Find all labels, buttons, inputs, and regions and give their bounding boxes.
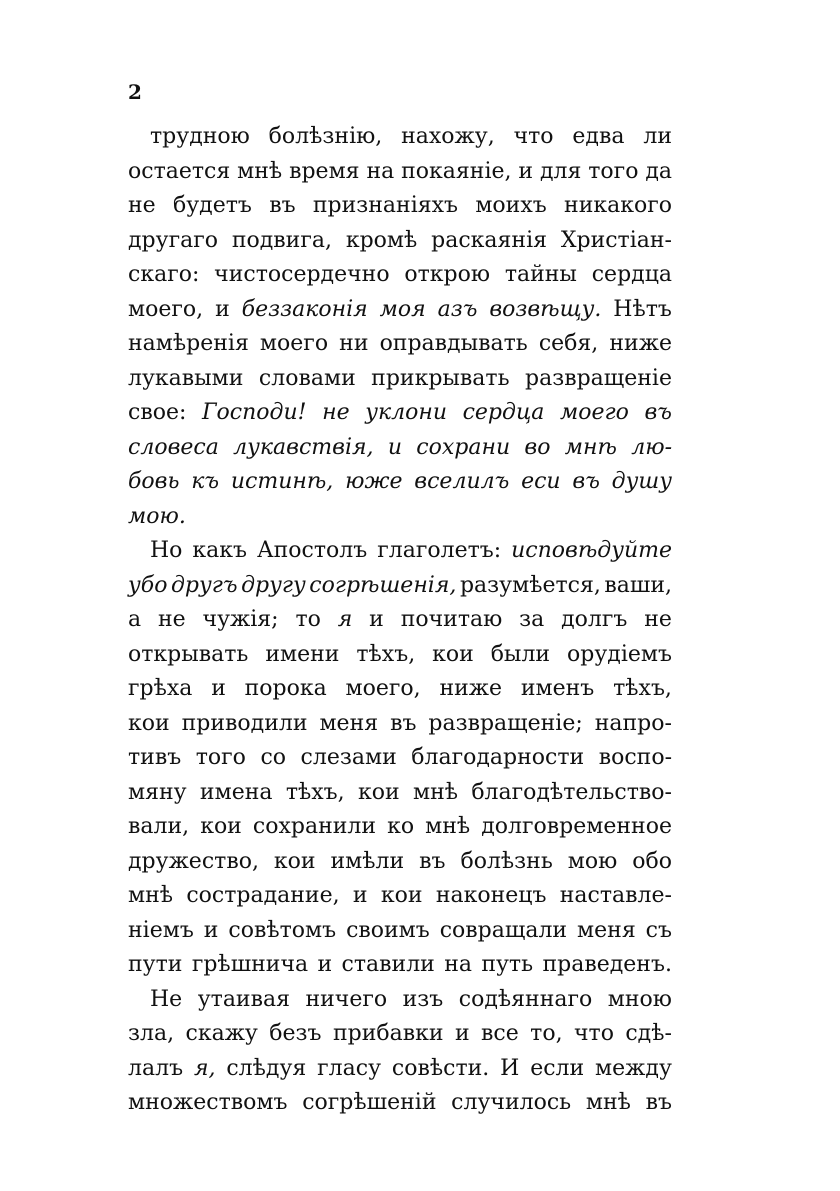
word: меня — [577, 917, 636, 943]
word: да — [645, 158, 672, 184]
word: кои — [432, 641, 474, 667]
text-line — [128, 124, 672, 159]
word: И — [500, 1055, 520, 1081]
text-line — [128, 1021, 672, 1056]
word: сердца — [591, 262, 672, 287]
word: своимъ — [346, 917, 430, 943]
text-line — [128, 987, 672, 1022]
word: тѣхъ, — [356, 641, 416, 667]
word: мнѣ — [564, 434, 617, 460]
word: сердца — [462, 400, 545, 425]
word: я, — [193, 1055, 216, 1081]
word: кои — [128, 710, 170, 736]
word: дружество, — [128, 848, 259, 874]
word: долгъ — [561, 607, 628, 632]
text-line — [128, 952, 672, 987]
word: ставили — [341, 952, 435, 977]
text-line — [128, 711, 672, 746]
word: а — [128, 607, 142, 632]
text-line — [128, 159, 672, 194]
word: безъ — [269, 1021, 322, 1046]
word: Господи! — [201, 400, 307, 425]
word: болѣзнь — [460, 848, 553, 874]
word: подвига, — [231, 227, 332, 253]
word: благодѣтельство- — [471, 779, 672, 805]
word: множествомъ — [128, 1090, 288, 1115]
page-number: 2 — [128, 80, 142, 104]
text-line — [128, 573, 672, 608]
word: путь — [481, 952, 534, 977]
word: не — [128, 193, 156, 218]
word: ниже — [609, 331, 672, 356]
word: другу — [241, 572, 306, 598]
word: имени — [265, 641, 340, 667]
word: тѣхъ, — [285, 779, 345, 805]
word: за — [519, 607, 545, 632]
text-line — [128, 469, 672, 504]
word: разумѣется, — [459, 572, 601, 598]
word: въ — [269, 193, 296, 218]
word: словами — [258, 365, 356, 391]
word: Не — [150, 986, 183, 1012]
word: совращали — [439, 917, 568, 943]
word: признаніяхъ — [312, 193, 459, 218]
word: кои — [357, 779, 400, 805]
word: едва — [572, 124, 625, 149]
text-line — [128, 297, 672, 332]
word: между — [595, 1055, 672, 1081]
text-line — [128, 780, 672, 815]
word: Апостолъ — [256, 538, 368, 563]
word: мною — [607, 986, 672, 1012]
text-line — [128, 849, 672, 884]
word: наставле- — [559, 883, 672, 908]
word: вселилъ — [414, 469, 510, 494]
word: утаивая — [197, 986, 290, 1012]
word: намѣренія — [128, 331, 249, 356]
word: совѣтомъ — [228, 917, 337, 943]
word: во — [524, 434, 551, 460]
word: приводили — [181, 710, 308, 736]
word: въ — [645, 1090, 672, 1115]
word: и — [518, 158, 534, 184]
word: болѣзнію, — [268, 124, 383, 149]
text-line — [128, 331, 672, 366]
word: меня — [319, 710, 379, 736]
word: если — [530, 1055, 585, 1081]
text-line — [128, 193, 672, 228]
word: не — [157, 607, 186, 632]
word: совѣсти. — [391, 1055, 490, 1081]
word: лю- — [631, 434, 672, 460]
word: Но — [150, 538, 183, 563]
word: лукавствія, — [233, 434, 374, 460]
word: наконецъ — [435, 883, 547, 908]
paragraph — [128, 124, 672, 538]
word: почитаю — [400, 607, 503, 632]
word: имѣли — [330, 848, 405, 874]
word: мнѣ — [237, 158, 283, 184]
word: сохранили — [252, 814, 377, 839]
text-line — [128, 262, 672, 297]
word: моего, — [128, 296, 204, 322]
word: оправдывать — [379, 331, 528, 356]
word: тивъ — [128, 745, 182, 770]
word: уклони — [365, 400, 447, 425]
word: ваши, — [604, 572, 672, 598]
word: скажу — [185, 1021, 258, 1046]
word: кои — [380, 883, 423, 908]
word: себя, — [538, 331, 599, 356]
word: прибавки — [332, 1021, 444, 1046]
text-line — [128, 883, 672, 918]
text-line — [128, 435, 672, 470]
word: время — [289, 158, 360, 184]
word: имена — [199, 779, 273, 805]
word: раскаянія — [431, 227, 547, 253]
word: тѣхъ, — [613, 676, 672, 701]
word: возвѣщу. — [489, 296, 602, 322]
word: свое: — [128, 400, 187, 425]
word: кои — [200, 814, 242, 839]
text-line — [128, 745, 672, 780]
word: Нѣтъ — [613, 296, 672, 322]
word: мяну — [128, 779, 187, 805]
word: бовь — [128, 469, 180, 494]
word: слезами — [300, 745, 397, 770]
word: моихъ — [475, 193, 547, 218]
word: покаяніе, — [401, 158, 512, 184]
word: содѣяннаго — [458, 986, 593, 1012]
word: и — [352, 883, 368, 908]
word: не — [322, 400, 350, 425]
word: обо — [632, 848, 672, 874]
word: развращеніе; — [428, 710, 583, 736]
word: прикрывать — [371, 365, 510, 391]
word: лукавыми — [128, 365, 244, 391]
word: и — [387, 434, 402, 460]
word: со — [260, 745, 287, 770]
word: какъ — [192, 538, 248, 563]
word: и — [369, 607, 384, 632]
word: кромѣ — [345, 227, 418, 253]
word: все — [481, 1021, 519, 1046]
word: то — [295, 607, 321, 632]
word: моя — [379, 296, 426, 322]
word: ли — [643, 124, 672, 149]
word: беззаконія — [241, 296, 368, 322]
word: мнѣ — [412, 779, 458, 805]
body-text — [128, 124, 672, 1125]
word: были — [490, 641, 551, 667]
word: моего, — [345, 676, 421, 701]
word: долговременное — [481, 814, 672, 839]
word: благодарности — [411, 745, 585, 770]
word: мнѣ — [425, 814, 471, 839]
word: и — [211, 676, 226, 701]
word: моего — [560, 400, 629, 425]
word: того — [588, 158, 639, 184]
text-line — [128, 1056, 672, 1091]
text-line — [128, 504, 672, 539]
word: и — [203, 917, 219, 943]
word: въ — [419, 848, 446, 874]
text-line — [128, 366, 672, 401]
text-line — [128, 228, 672, 263]
word: изъ — [402, 986, 444, 1012]
text-line — [128, 814, 672, 849]
word: трудною — [150, 124, 250, 149]
word: на — [366, 158, 395, 184]
text-line — [128, 676, 672, 711]
paragraph — [128, 538, 672, 987]
word: и — [317, 952, 333, 977]
word: лалъ — [128, 1055, 184, 1081]
word: мою. — [128, 503, 186, 529]
word: къ — [191, 469, 220, 494]
word: мою — [567, 848, 618, 874]
word: никакого — [564, 193, 672, 218]
word: не — [644, 607, 672, 632]
word: на — [444, 952, 472, 977]
text-line — [128, 642, 672, 677]
word: словеса — [128, 434, 219, 460]
word: мнѣ — [128, 883, 174, 908]
word: ничего — [305, 986, 388, 1012]
word: съ — [645, 917, 672, 943]
word: грѣшнича — [191, 952, 309, 977]
word: сострадание, — [186, 883, 340, 908]
word: кои — [273, 848, 316, 874]
word: ни — [339, 331, 369, 356]
word: убо — [128, 572, 168, 598]
word: чистосердечно — [214, 262, 390, 287]
word: скаго: — [128, 262, 200, 287]
word: другаго — [128, 227, 218, 253]
paragraph — [128, 987, 672, 1125]
word: сдѣ- — [625, 1021, 672, 1046]
word: въ — [390, 710, 417, 736]
word: чужія; — [202, 607, 279, 632]
word: другъ — [170, 572, 238, 598]
word: и — [215, 296, 230, 322]
word: согрѣшенія, — [309, 572, 457, 598]
word: ко — [387, 814, 415, 839]
word: сохрани — [416, 434, 511, 460]
text-line — [128, 918, 672, 953]
word: орудіемъ — [567, 641, 672, 667]
word: тайны — [504, 262, 577, 287]
word: воспо- — [598, 745, 672, 770]
word: остается — [128, 158, 231, 184]
word: согрѣшеній — [302, 1090, 437, 1115]
word: ниже — [439, 676, 503, 701]
word: мнѣ — [585, 1090, 631, 1115]
word: гласу — [317, 1055, 382, 1081]
word: напро- — [594, 710, 672, 736]
word: случилось — [451, 1090, 572, 1115]
word: вали, — [128, 814, 190, 839]
word: открывать — [128, 641, 249, 667]
word: для — [539, 158, 582, 184]
word: открою — [404, 262, 491, 287]
text-line — [128, 538, 672, 573]
word: моего — [259, 331, 329, 356]
word: зла, — [128, 1021, 175, 1046]
word: именъ — [520, 676, 595, 701]
word: глаголетъ: — [377, 538, 502, 563]
word: ніемъ — [128, 917, 194, 943]
word: будетъ — [172, 193, 252, 218]
word: истинѣ, — [230, 469, 334, 494]
word: что — [513, 124, 554, 149]
word: юже — [345, 469, 403, 494]
word: грѣха — [128, 676, 193, 701]
word: порока — [244, 676, 327, 701]
word: пути — [128, 952, 183, 977]
word: того — [195, 745, 246, 770]
word: еси — [521, 469, 561, 494]
word: душу — [611, 469, 672, 494]
text-line — [128, 400, 672, 435]
word: слѣдуя — [226, 1055, 307, 1081]
word: что — [573, 1021, 614, 1046]
word: Христіан- — [560, 227, 672, 253]
word: праведенъ. — [542, 952, 672, 977]
word: и — [454, 1021, 470, 1046]
word: въ — [572, 469, 600, 494]
text-line — [128, 1090, 672, 1125]
word: то, — [530, 1021, 563, 1046]
word: я — [337, 607, 353, 632]
text-line — [128, 607, 672, 642]
word: нахожу, — [401, 124, 495, 149]
word: развращеніе — [525, 365, 672, 391]
word: азъ — [437, 296, 478, 322]
word: исповѣдуйте — [511, 538, 672, 563]
word: въ — [644, 400, 672, 425]
